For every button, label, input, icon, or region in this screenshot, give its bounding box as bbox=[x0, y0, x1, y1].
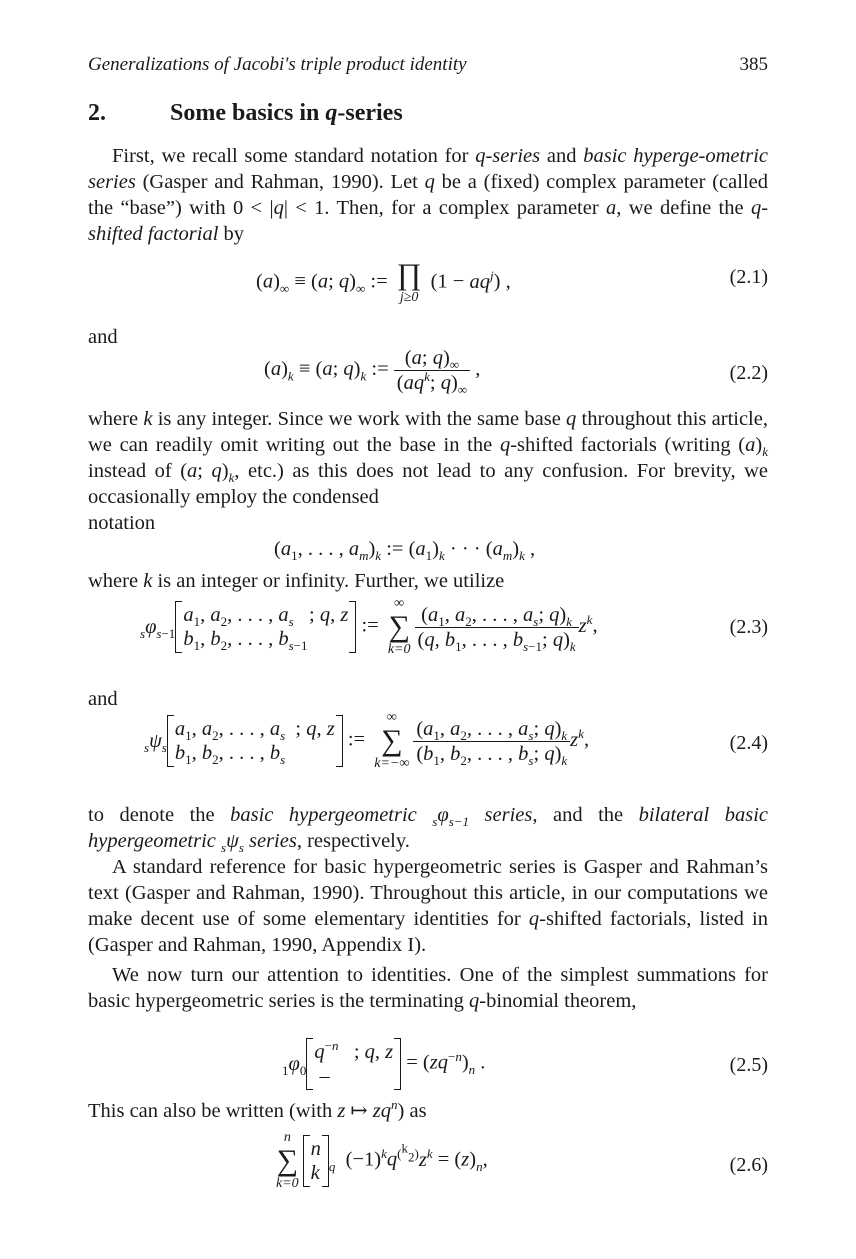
equation-number-2-5: (2.5) bbox=[729, 1054, 768, 1076]
page-number: 385 bbox=[739, 54, 768, 75]
equation-number-2-2: (2.2) bbox=[729, 362, 768, 384]
equation-2-6: n ∑ k=0 n k $_q$ $(-1)^kq^{(^k_2)}z^k = (z)_n$, (2.6) bbox=[276, 1130, 768, 1191]
citation-gasper-rahman: (Gasper and Rahman, 1990) bbox=[142, 171, 379, 193]
running-title: Generalizations of Jacobi's triple product identity bbox=[88, 54, 467, 75]
section-heading bbox=[88, 100, 403, 126]
word-and-1: and bbox=[88, 326, 118, 348]
section-title-q: q bbox=[325, 100, 338, 126]
citation-gasper-rahman-2: (Gasper and Rahman, 1990) bbox=[124, 882, 360, 904]
paragraph-also: This can also be written (with z ↦ $zq^n$) as bbox=[88, 1097, 427, 1122]
paragraph-intro: First, we recall some standard notation for q-series and basic hyperge-ometric series (Gasper and Rahman, 1990). Let q be a (fixed) complex parameter (called the “base”) with 0 < |q| < 1. Then, for a complex parameter a, we define the q-shifted factorial by bbox=[88, 145, 769, 245]
running-header bbox=[88, 52, 768, 78]
paragraph-denote: to denote the basic hypergeometric $_s\varphi_{s-1}$ series, and the bilateral basic hypergeometric $_s\psi_s$ series, respectively. bbox=[88, 804, 768, 856]
equation-condensed: ($a_1$, . . . , $a_m)_k$ := $(a_1)_k$ · · · $(a_m)_k$ , bbox=[274, 538, 536, 564]
equation-2-3: $_s\varphi_{s-1}$ $a_1$, $a_2$, . . . , $a_s$ ; q, z $b_1$, $b_2$, . . . , $b_{s-1}$ := ∞ ∑ k=0 $\frac{(a_1, a_2, . . . , a_s; q)_k}{(q, b_1, . . . , b_{s-1}; q)_k}$ $z^k$, (2.3) bbox=[140, 596, 768, 657]
equation-2-4: $_s\psi_s$ $a_1$, $a_2$, . . . , $a_s$ ; q, z $b_1$, $b_2$, . . . , $b_s$ := ∞ ∑ k=−∞ $\frac{(a_1, a_2, . . . , a_s; q)_k}{(b_1, b_2, . . . , b_s; q)_k}$ $z^k$, (2.4) bbox=[144, 710, 768, 771]
section-number: 2. bbox=[88, 100, 106, 126]
citation-appendix: (Gasper and Rahman, 1990, Appendix I) bbox=[88, 934, 422, 956]
equation-2-5: $_1\varphi_0$ $q^{-n}$ ; q, z – = $(zq^{-n})_n$ . (2.5) bbox=[88, 1036, 768, 1092]
equation-number-2-1: (2.1) bbox=[729, 266, 768, 288]
equation-2-2: $(a)_k \equiv (a$; $q)_k$ := $\frac{(a; q)_\infty}{(aq^k; q)_\infty}$ , (2.2) bbox=[264, 347, 768, 398]
equation-number-2-6: (2.6) bbox=[729, 1154, 768, 1176]
paragraph-reference: A standard reference for basic hypergeometric series is Gasper and Rahman’s text (Gasper and Rahman, 1990). Throughout this article, in our computations we make decent use of some elementary identities for q-shifted factorials, listed in (Gasper and Rahman, 1990, Appendix I). bbox=[88, 856, 768, 956]
word-notation: notation bbox=[88, 512, 156, 534]
equation-number-2-3: (2.3) bbox=[729, 616, 768, 638]
paragraph-integer: where k is an integer or infinity. Further, we utilize bbox=[88, 570, 505, 592]
equation-2-1: $(a)_\infty \equiv (a$; $q)_\infty$ := ∏ j≥0 $(1 - aq^j)$ , (2.1) bbox=[256, 258, 768, 305]
equation-number-2-4: (2.4) bbox=[729, 732, 768, 754]
word-and-2: and bbox=[88, 688, 118, 710]
paragraph-identities: We now turn our attention to identities. One of the simplest summations for basic hypergeometric series is the terminating q-binomial theorem, bbox=[88, 964, 768, 1012]
section-title-suffix: -series bbox=[337, 100, 403, 126]
paragraph-base: where k is any integer. Since we work with the same base q throughout this article, we can readily omit writing out the base in the q-shifted factorials (writing $(a)_k$ instead of (a; $q)_k$, etc.) as this does not lead to any confusion. For brevity, we occasionally employ the condensed bbox=[88, 408, 769, 508]
section-title-prefix: Some basics in bbox=[170, 100, 326, 126]
